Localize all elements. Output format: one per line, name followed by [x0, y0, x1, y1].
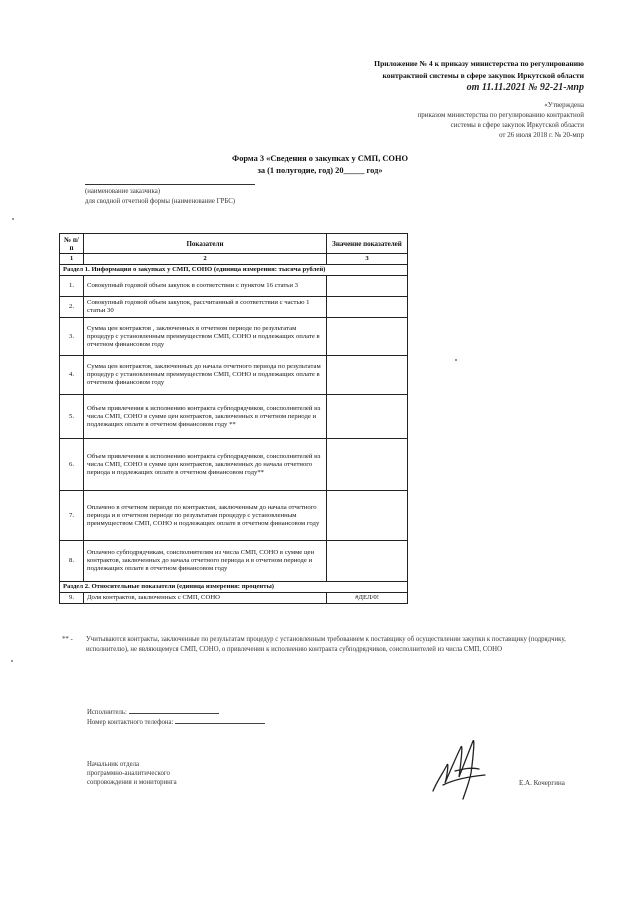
approval-block [354, 100, 584, 140]
table-row [60, 297, 408, 318]
section-1-title: Раздел 1. Информация о закупках у СМП, СОНО (единица измерения: тысяча рублей) [60, 265, 408, 276]
scan-dot [11, 660, 13, 662]
approval-line-4: от 26 июля 2018 г. № 20-мпр [499, 131, 584, 139]
approval-line-3: системы в сфере закупок Иркутской области [450, 121, 584, 129]
customer-label: (наименование заказчика) [85, 188, 161, 195]
table-row [60, 541, 408, 582]
appendix-line-2: контрактной системы в сфере закупок Иркутской области [382, 71, 584, 80]
executor-label: Исполнитель: [87, 709, 127, 716]
signatory-line-1: Начальник отдела [87, 761, 139, 768]
order-reference: от 11.11.2021 № 92-21-мпр [466, 82, 584, 93]
row-indicator: Сумма цен контрактов , заключенных в отчетном периоде по результатам процедур с установленным преимуществом СМП, СОНО и подлежащих оплате в отчетном финансовом году [84, 318, 327, 356]
scan-dot [455, 359, 457, 361]
row-indicator: Оплачено в отчетном периоде по контрактам, заключенным до начала отчетного периода и в отчетном периоде по результатам процедур с установленным преимуществом СМП, СОНО и подлежащих оплате в отчетном финансовом году [84, 491, 327, 541]
row-indicator: Совокупный годовой объем закупок, рассчитанный в соответствии с частью 1 статьи 30 [84, 297, 327, 318]
row-indicator: Объем привлечения к исполнению контракта субподрядчиков, соисполнителей из числа СМП, СОНО в сумме цен контрактов, заключенных в отчетном периоде и подлежащих оплате в отчетном финансовом году ** [84, 395, 327, 439]
row-indicator: Доля контрактов, заключенных с СМП, СОНО [84, 593, 327, 604]
header-indicator: Показатели [84, 234, 327, 254]
row-number: 3. [60, 318, 84, 356]
table-row [60, 439, 408, 491]
table-row [60, 276, 408, 297]
table-header-row [60, 234, 408, 254]
table-row [60, 356, 408, 395]
row-value [327, 491, 408, 541]
section-2-title: Раздел 2. Относительные показатели (единица измерения: проценты) [60, 582, 408, 593]
approval-line-2: приказом министерства по регулированию контрактной [417, 111, 584, 119]
row-number: 2. [60, 297, 84, 318]
signatory-name: Е.А. Кочергина [519, 779, 565, 787]
phone-label: Номер контактного телефона: [87, 719, 174, 726]
row-value [327, 439, 408, 491]
handwritten-signature [425, 733, 500, 808]
signatory-line-2: программно-аналитического [87, 770, 170, 777]
signatory-line-3: сопровождения и мониторинга [87, 779, 177, 786]
form-title-line-2: за (1 полугодие, год) 20_____ год» [257, 166, 383, 175]
row-number: 5. [60, 395, 84, 439]
row-value [327, 276, 408, 297]
appendix-line-1: Приложение № 4 к приказу министерства по регулированию [374, 59, 584, 68]
row-value [327, 297, 408, 318]
grbs-label: для сводной отчетной формы (наименование ГРБС) [85, 198, 236, 205]
header-number: № п/п [60, 234, 84, 254]
col-number-3: 3 [327, 254, 408, 265]
row-number: 8. [60, 541, 84, 582]
customer-name-line [85, 184, 255, 185]
section-1-row [60, 265, 408, 276]
row-value [327, 541, 408, 582]
table-row [60, 318, 408, 356]
appendix-header [284, 58, 584, 94]
form-title-line-1: Форма 3 «Сведения о закупках у СМП, СОНО [232, 154, 408, 163]
executor-line [129, 713, 219, 714]
table-row [60, 395, 408, 439]
row-number: 6. [60, 439, 84, 491]
row-value [327, 318, 408, 356]
row-value [327, 356, 408, 395]
scan-dot [12, 218, 14, 220]
indicators-table [59, 233, 408, 604]
table-row [60, 593, 408, 604]
col-number-1: 1 [60, 254, 84, 265]
row-indicator: Оплачено субподрядчикам, соисполнителям из числа СМП, СОНО в сумме цен контрактов, заключенных до начала отчетного периода и в отчетном периоде и подлежащих оплате в отчетном финансовом году [84, 541, 327, 582]
section-2-row [60, 582, 408, 593]
form-title [0, 153, 640, 177]
row-number: 9. [60, 593, 84, 604]
row-number: 1. [60, 276, 84, 297]
header-value: Значение показателей [327, 234, 408, 254]
numbering-row [60, 254, 408, 265]
approval-line-1: «Утверждена [544, 101, 584, 109]
row-indicator: Совокупный годовой объем закупок в соответствии с пунктом 16 статьи 3 [84, 276, 327, 297]
table-row [60, 491, 408, 541]
customer-block [85, 184, 285, 207]
signatory-title [87, 760, 177, 787]
row-value: #ДЕЛ/0! [327, 593, 408, 604]
row-indicator: Объем привлечения к исполнению контракта субподрядчиков, соисполнителей из числа СМП, СОНО в сумме цен контрактов, заключенных до начала отчетного периода и подлежащих оплате в отчетном финансовом году** [84, 439, 327, 491]
footnote [62, 635, 587, 655]
row-number: 7. [60, 491, 84, 541]
footnote-text: Учитываются контракты, заключенные по результатам процедур с установленным требованием к поставщику об осуществлении закупки к поставщику (подрядчику, исполнителю), не являющемуся СМП, СОНО, о привлечении к исполнению контракта субподрядчиков, соисполнителей из числа СМП, СОНО [86, 636, 566, 653]
phone-line [175, 723, 265, 724]
col-number-2: 2 [84, 254, 327, 265]
row-number: 4. [60, 356, 84, 395]
row-indicator: Сумма цен контрактов, заключенных до начала отчетного периода по результатам процедур с установленным преимуществом СМП, СОНО и подлежащих оплате в отчетном финансовом году [84, 356, 327, 395]
contact-block [87, 708, 265, 728]
row-value [327, 395, 408, 439]
footnote-mark: ** - [62, 636, 73, 643]
